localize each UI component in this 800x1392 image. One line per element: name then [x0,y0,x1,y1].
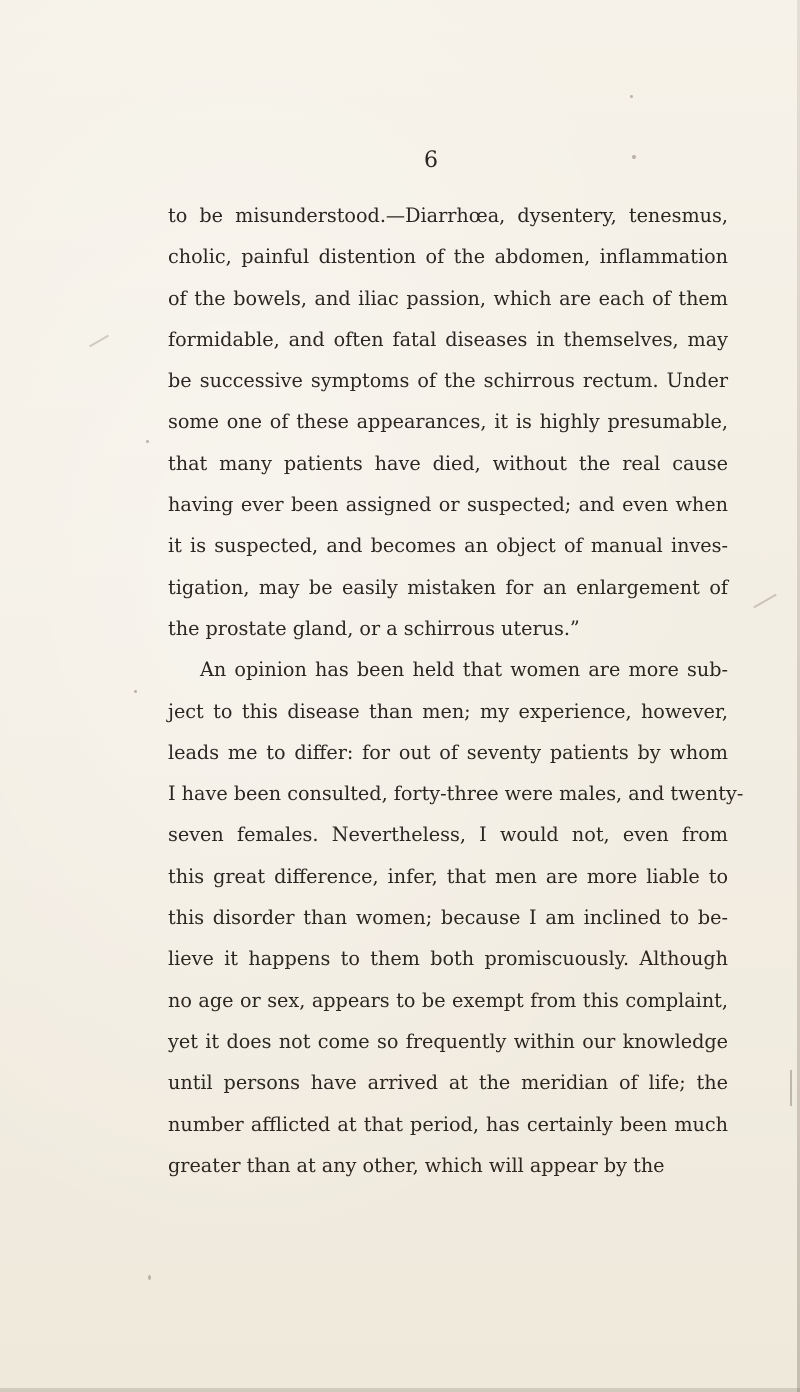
text-line: I have been consulted, forty-three were males, and twenty- [168,782,744,806]
text-line: cholic, painful distention of the abdomen, inflammation [168,245,728,269]
text-line: be successive symptoms of the schirrous rectum. Under [168,369,728,393]
text-line: it is suspected, and becomes an object of manual inves- [168,534,728,558]
smudge-mark [89,335,109,348]
edge-tick-mark [790,1070,792,1106]
text-line: the prostate gland, or a schirrous uterus.” [168,616,580,640]
text-line: yet it does not come so frequently within our knowledge [168,1029,728,1053]
speck-mark [134,690,137,693]
text-line: formidable, and often fatal diseases in themselves, may [168,327,728,351]
text-line: having ever been assigned or suspected; and even when [168,493,728,517]
speck-mark [630,95,633,98]
text-line: leads me to differ: for out of seventy patients by whom [168,740,728,764]
text-line: tigation, may be easily mistaken for an enlargement of [168,575,728,599]
text-line: this great difference, infer, that men are more liable to [168,864,728,888]
body-text [168,195,744,1186]
page-number: 6 [424,148,438,173]
speck-mark [148,1275,151,1280]
page-bottom-edge [0,1388,800,1392]
text-line: until persons have arrived at the meridian of life; the [168,1071,728,1095]
speck-mark [632,155,636,159]
text-line: no age or sex, appears to be exempt from this complaint, [168,988,728,1012]
speck-mark [146,440,149,443]
text-line: lieve it happens to them both promiscuously. Although [168,947,728,971]
text-line: that many patients have died, without the real cause [168,451,728,475]
smudge-mark [753,594,777,609]
text-line: this disorder than women; because I am inclined to be- [168,906,728,930]
text-line: to be misunderstood.—Diarrhœa, dysentery, tenesmus, [168,204,728,227]
text-line: some one of these appearances, it is highly presumable, [168,410,728,434]
text-line: seven females. Nevertheless, I would not, even from [168,823,728,847]
text-line: ject to this disease than men; my experience, however, [168,699,728,723]
text-line: number afflicted at that period, has certainly been much [168,1112,728,1136]
text-line: of the bowels, and iliac passion, which are each of them [168,286,728,310]
text-line: An opinion has been held that women are more sub- [200,658,728,682]
text-line: greater than at any other, which will appear by the [168,1153,665,1177]
